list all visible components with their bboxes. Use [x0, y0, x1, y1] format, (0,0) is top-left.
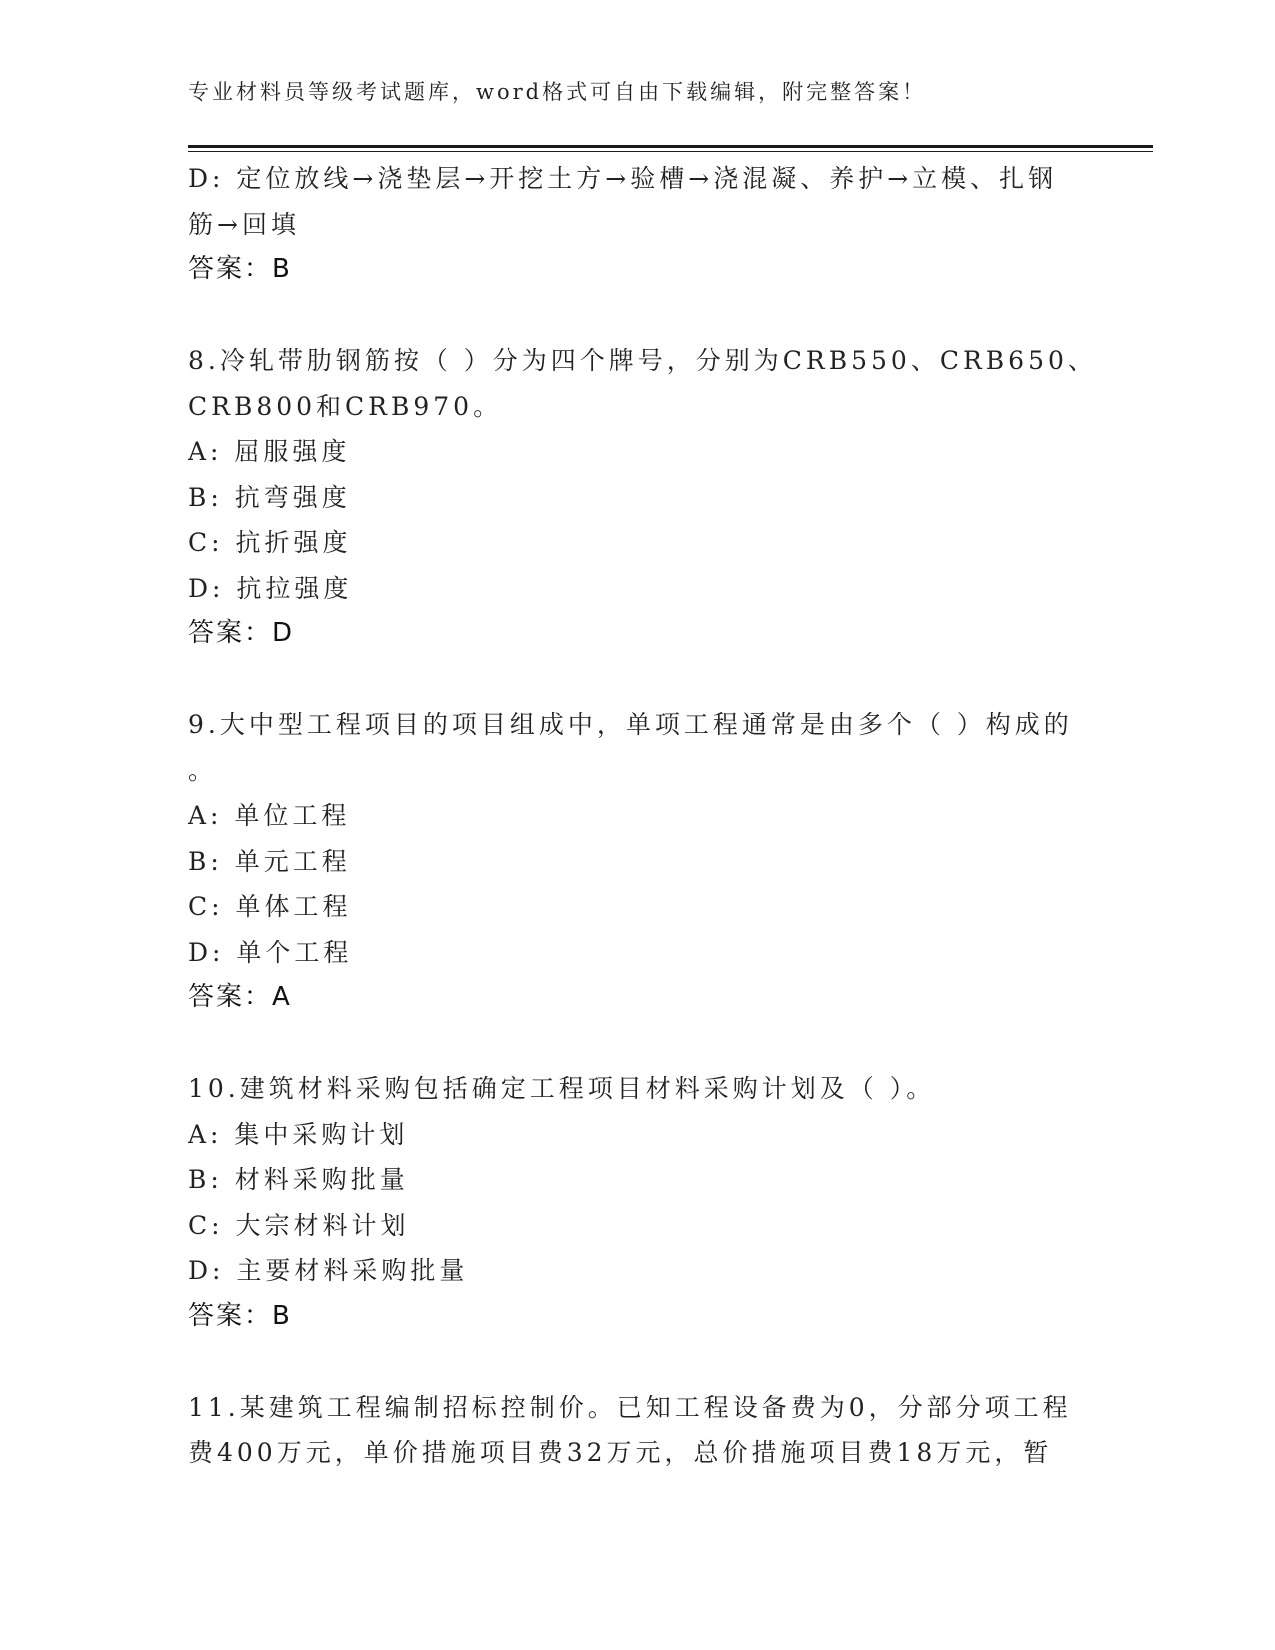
answer-line: 答案：D	[188, 618, 295, 648]
option-b: B: 抗弯强度	[188, 482, 351, 512]
page-header: 专业材料员等级考试题库，word格式可自由下载编辑，附完整答案！	[188, 80, 927, 104]
spacer	[188, 293, 1088, 339]
spacer	[188, 657, 1088, 703]
option-d: D: 主要材料采购批量	[188, 1256, 469, 1285]
option-a: A: 单位工程	[188, 801, 351, 830]
spacer	[188, 1021, 1088, 1067]
question-stem: 9.大中型工程项目的项目组成中，单项工程通常是由多个（ ）构成的	[188, 710, 1073, 739]
question-stem: CRB800和CRB970。	[188, 391, 503, 421]
question-7-tail	[188, 156, 1088, 293]
question-11	[188, 1385, 1088, 1476]
option-d: D: 单个工程	[188, 937, 353, 967]
option-line: 筋→回填	[188, 209, 300, 239]
question-stem: 8.冷轧带肋钢筋按（ ）分为四个牌号，分别为CRB550、CRB650、	[188, 346, 1097, 375]
option-c: C: 大宗材料计划	[188, 1210, 410, 1240]
question-stem: 。	[188, 755, 218, 785]
page-content	[188, 156, 1097, 1476]
question-9	[188, 702, 1088, 1021]
spacer	[188, 1339, 1088, 1385]
option-c: C: 单体工程	[188, 892, 352, 921]
question-stem: 费400万元，单价措施项目费32万元，总价措施项目费18万元，暂	[188, 1438, 1053, 1467]
option-a: A: 屈服强度	[188, 437, 351, 466]
option-d: D: 抗拉强度	[188, 573, 353, 603]
question-10	[188, 1066, 1088, 1339]
option-b: B: 材料采购批量	[188, 1165, 409, 1194]
question-stem: 10.建筑材料采购包括确定工程项目材料采购计划及（ ）。	[188, 1074, 936, 1103]
question-stem: 11.某建筑工程编制招标控制价。已知工程设备费为0，分部分项工程	[188, 1392, 1072, 1422]
option-line: D: 定位放线→浇垫层→开挖土方→验槽→浇混凝、养护→立模、扎钢	[188, 164, 1058, 193]
header-rule-thin	[188, 151, 1153, 152]
question-8	[188, 338, 1097, 657]
option-b: B: 单元工程	[188, 846, 351, 876]
header-rule-thick	[188, 145, 1153, 148]
answer-line: 答案：B	[188, 1300, 292, 1331]
answer-line: 答案：A	[188, 982, 292, 1012]
option-a: A: 集中采购计划	[188, 1119, 409, 1149]
option-c: C: 抗折强度	[188, 528, 352, 557]
answer-line: 答案：B	[188, 254, 292, 284]
